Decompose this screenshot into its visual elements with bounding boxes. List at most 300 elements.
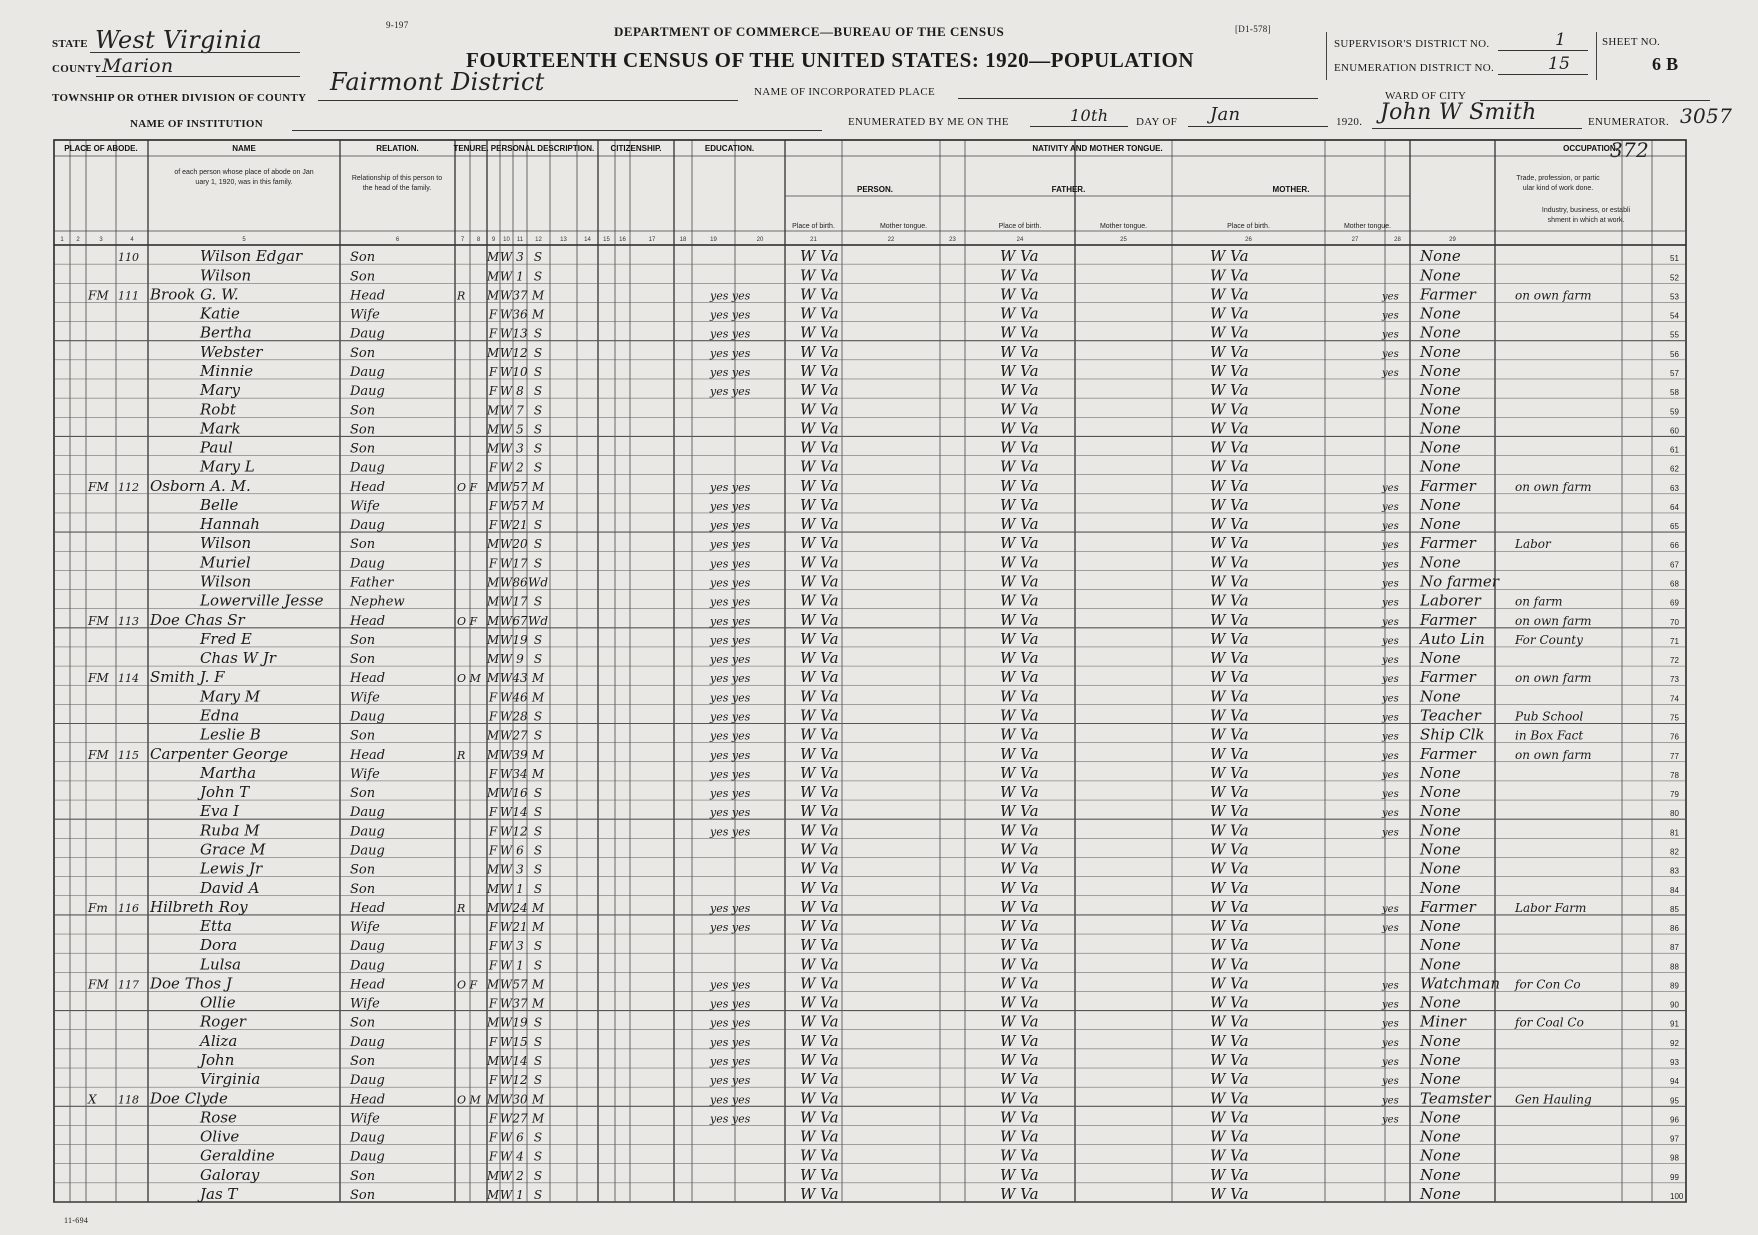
age-cell: 30	[512, 1092, 528, 1107]
age-cell: 12	[512, 345, 528, 360]
race-cell: W	[499, 766, 513, 781]
group-heading: TENURE.	[453, 144, 489, 153]
name-cell: Ruba M	[200, 821, 260, 840]
father-birthplace-cell: W Va	[1000, 361, 1039, 380]
occupation-cell: Farmer	[1420, 897, 1476, 916]
marital-status-cell: M	[531, 479, 545, 494]
sex-cell: M	[486, 613, 500, 628]
race-cell: W	[499, 575, 513, 590]
age-cell: 7	[516, 403, 524, 418]
line-number: 99	[1670, 1172, 1679, 1182]
relation-cell: Daug	[350, 1073, 385, 1089]
name-description: of each person whose place of abode on Jan	[174, 169, 314, 176]
race-cell: W	[499, 384, 513, 399]
age-cell: 24	[512, 900, 528, 915]
name-cell: Webster	[200, 342, 263, 361]
sex-cell: F	[488, 996, 498, 1011]
mother-birthplace-cell: W Va	[1210, 438, 1249, 457]
line-number: 85	[1670, 904, 1679, 914]
column-number: 7	[460, 237, 465, 243]
birthplace-cell: W Va	[800, 649, 839, 668]
english-cell: yes	[1382, 559, 1399, 571]
birthplace-cell: W Va	[800, 247, 839, 266]
corner-number: 3057	[1680, 104, 1733, 128]
column-number: 2	[76, 237, 80, 243]
sex-cell: F	[488, 384, 498, 399]
nativity-subheading: MOTHER.	[1272, 185, 1310, 194]
relation-cell: Son	[350, 345, 376, 361]
occupation-cell: None	[1420, 381, 1461, 400]
marital-status-cell: S	[533, 518, 543, 533]
age-cell: 6	[516, 1130, 524, 1145]
father-birthplace-cell: W Va	[1000, 304, 1039, 323]
name-cell: Edna	[200, 706, 240, 725]
mother-birthplace-cell: W Va	[1210, 1108, 1249, 1127]
age-cell: 5	[516, 422, 524, 437]
english-cell: yes	[1382, 980, 1399, 992]
age-cell: 21	[512, 920, 528, 935]
marital-status-cell: S	[533, 843, 543, 858]
age-cell: 8	[516, 384, 524, 399]
line-number: 86	[1670, 924, 1679, 934]
industry-heading: Industry, business, or establi	[1541, 207, 1631, 214]
race-cell: W	[499, 939, 513, 954]
mother-birthplace-cell: W Va	[1210, 1031, 1249, 1050]
sex-cell: F	[488, 958, 498, 973]
literacy-cell: yes yes	[710, 825, 751, 839]
marital-status-cell: S	[533, 1015, 543, 1030]
sex-cell: F	[488, 307, 498, 322]
name-cell: John T	[200, 783, 250, 802]
line-number: 82	[1670, 847, 1679, 857]
literacy-cell: yes yes	[710, 595, 751, 609]
literacy-cell: yes yes	[710, 729, 751, 743]
literacy-cell: yes yes	[710, 806, 751, 820]
age-cell: 1	[516, 881, 524, 896]
literacy-cell: yes yes	[710, 691, 751, 705]
line-number: 80	[1670, 809, 1679, 819]
mother-birthplace-cell: W Va	[1210, 247, 1249, 266]
name-cell: Fred E	[200, 629, 252, 648]
birthplace-cell: W Va	[800, 534, 839, 553]
mother-birthplace-cell: W Va	[1210, 342, 1249, 361]
relation-cell: Daug	[350, 460, 385, 476]
age-cell: 27	[512, 1111, 528, 1126]
relation-cell: Son	[350, 269, 376, 285]
relation-cell: Daug	[350, 824, 385, 840]
relation-cell: Son	[350, 862, 376, 878]
name-cell: Dora	[200, 936, 238, 955]
marital-status-cell: S	[533, 786, 543, 801]
relation-cell: Head	[350, 747, 386, 763]
relation-description: Relationship of this person to	[351, 175, 443, 182]
father-birthplace-cell: W Va	[1000, 381, 1039, 400]
birthplace-cell: W Va	[800, 572, 839, 591]
literacy-cell: yes yes	[710, 538, 751, 552]
mother-birthplace-cell: W Va	[1210, 802, 1249, 821]
sex-cell: F	[488, 518, 498, 533]
father-birthplace-cell: W Va	[1000, 438, 1039, 457]
footer-code: 11-694	[64, 1216, 89, 1225]
mother-birthplace-cell: W Va	[1210, 400, 1249, 419]
sex-cell: M	[486, 422, 500, 437]
race-cell: W	[499, 996, 513, 1011]
relation-cell: Son	[350, 728, 376, 744]
mother-birthplace-cell: W Va	[1210, 285, 1249, 304]
group-heading: NAME	[232, 144, 256, 153]
birthplace-cell: W Va	[800, 840, 839, 859]
mother-birthplace-cell: W Va	[1210, 361, 1249, 380]
line-number: 68	[1670, 579, 1679, 589]
birthplace-cell: W Va	[800, 304, 839, 323]
relation-cell: Son	[350, 632, 376, 648]
literacy-cell: yes yes	[710, 787, 751, 801]
race-cell: W	[499, 1073, 513, 1088]
race-cell: W	[499, 747, 513, 762]
mother-birthplace-cell: W Va	[1210, 572, 1249, 591]
relation-cell: Son	[350, 537, 376, 553]
sex-cell: F	[488, 805, 498, 820]
sex-cell: M	[486, 575, 500, 590]
name-cell: Doe Clyde	[150, 1089, 228, 1108]
father-birthplace-cell: W Va	[1000, 1012, 1039, 1031]
name-cell: Mary M	[200, 687, 261, 706]
occupation-cell: None	[1420, 1070, 1461, 1089]
occupation-cell: None	[1420, 763, 1461, 782]
marital-status-cell: S	[533, 958, 543, 973]
english-cell: yes	[1382, 348, 1399, 360]
occupation-cell: None	[1420, 323, 1461, 342]
occupation-cell: None	[1420, 802, 1461, 821]
birthplace-cell: W Va	[800, 917, 839, 936]
sex-cell: M	[486, 1015, 500, 1030]
industry-cell: Labor Farm	[1515, 900, 1587, 915]
literacy-cell: yes yes	[710, 480, 751, 494]
name-cell: Doe Thos J	[150, 974, 232, 993]
age-cell: 27	[512, 728, 528, 743]
place-of-birth-heading: Place of birth.	[998, 223, 1042, 230]
birthplace-cell: W Va	[800, 457, 839, 476]
marital-status-cell: M	[531, 498, 545, 513]
supervisor-district-value: 1	[1555, 30, 1567, 50]
mother-birthplace-cell: W Va	[1210, 629, 1249, 648]
group-heading: PLACE OF ABODE.	[64, 144, 138, 153]
occupation-cell: None	[1420, 266, 1461, 285]
name-cell: Etta	[200, 917, 232, 936]
literacy-cell: yes yes	[710, 519, 751, 533]
age-cell: 9	[516, 652, 524, 667]
name-cell: Virginia	[200, 1070, 261, 1089]
birthplace-cell: W Va	[800, 1012, 839, 1031]
name-cell: John	[200, 1051, 235, 1070]
marital-status-cell: S	[533, 1073, 543, 1088]
occupation-cell: Farmer	[1420, 744, 1476, 763]
supervisor-district-label: SUPERVISOR'S DISTRICT NO.	[1334, 38, 1490, 50]
name-cell: Aliza	[200, 1031, 238, 1050]
race-cell: W	[499, 422, 513, 437]
father-birthplace-cell: W Va	[1000, 955, 1039, 974]
sex-cell: F	[488, 920, 498, 935]
relation-cell: Daug	[350, 1130, 385, 1146]
relation-cell: Wife	[350, 307, 380, 323]
mother-birthplace-cell: W Va	[1210, 974, 1249, 993]
name-cell: David A	[200, 878, 260, 897]
age-cell: 43	[512, 671, 528, 686]
marital-status-cell: S	[533, 326, 543, 341]
race-cell: W	[499, 1188, 513, 1202]
occupation-cell: Farmer	[1420, 610, 1476, 629]
father-birthplace-cell: W Va	[1000, 993, 1039, 1012]
line-number: 65	[1670, 522, 1679, 532]
column-number: 21	[810, 237, 817, 243]
birthplace-cell: W Va	[800, 323, 839, 342]
name-cell: Chas W Jr	[200, 649, 276, 668]
age-cell: 36	[512, 307, 528, 322]
father-birthplace-cell: W Va	[1000, 1031, 1039, 1050]
line-number: 91	[1670, 1019, 1679, 1029]
mother-birthplace-cell: W Va	[1210, 1185, 1249, 1203]
birthplace-cell: W Va	[800, 266, 839, 285]
name-cell: Lewis Jr	[200, 859, 263, 878]
relation-cell: Son	[350, 441, 376, 457]
birthplace-cell: W Va	[800, 1089, 839, 1108]
father-birthplace-cell: W Va	[1000, 878, 1039, 897]
industry-cell: on own farm	[1515, 671, 1592, 686]
enumerated-label: ENUMERATED BY ME ON THE	[848, 116, 1009, 128]
birthplace-cell: W Va	[800, 802, 839, 821]
column-number: 16	[619, 237, 626, 243]
line-number: 63	[1670, 483, 1679, 493]
occupation-cell: None	[1420, 457, 1461, 476]
race-cell: W	[499, 250, 513, 265]
english-cell: yes	[1382, 597, 1399, 609]
sex-cell: M	[486, 786, 500, 801]
relation-cell: Son	[350, 1188, 376, 1203]
age-cell: 57	[512, 479, 528, 494]
name-cell: Roger	[200, 1012, 246, 1031]
english-cell: yes	[1382, 291, 1399, 303]
sex-cell: M	[486, 288, 500, 303]
name-description: uary 1, 1920, was in this family.	[195, 179, 293, 186]
relation-cell: Son	[350, 1168, 376, 1184]
literacy-cell: yes yes	[710, 327, 751, 341]
occupation-cell: None	[1420, 1146, 1461, 1165]
name-cell: Lowerville Jesse	[200, 591, 324, 610]
name-cell: Belle	[200, 495, 239, 514]
literacy-cell: yes yes	[710, 346, 751, 360]
marital-status-cell: S	[533, 1130, 543, 1145]
group-heading: EDUCATION.	[704, 144, 755, 153]
sex-cell: F	[488, 556, 498, 571]
mother-birthplace-cell: W Va	[1210, 610, 1249, 629]
relation-cell: Daug	[350, 556, 385, 572]
line-number: 59	[1670, 407, 1679, 417]
line-number: 87	[1670, 943, 1679, 953]
race-cell: W	[499, 1092, 513, 1107]
race-cell: W	[499, 709, 513, 724]
father-birthplace-cell: W Va	[1000, 553, 1039, 572]
father-birthplace-cell: W Va	[1000, 476, 1039, 495]
relation-cell: Daug	[350, 364, 385, 380]
place-of-birth-heading: Place of birth.	[792, 223, 835, 230]
age-cell: 17	[512, 556, 528, 571]
relation-cell: Father	[350, 575, 394, 591]
marital-status-cell: M	[531, 1111, 545, 1126]
department-heading: DEPARTMENT OF COMMERCE—BUREAU OF THE CENSUS	[614, 24, 1005, 39]
occupation-cell: None	[1420, 438, 1461, 457]
column-number: 4	[130, 237, 134, 243]
industry-cell: on own farm	[1515, 747, 1592, 762]
sex-cell: M	[486, 250, 500, 265]
sex-cell: F	[488, 843, 498, 858]
mother-birthplace-cell: W Va	[1210, 266, 1249, 285]
father-birthplace-cell: W Va	[1000, 1089, 1039, 1108]
race-cell: W	[499, 556, 513, 571]
group-heading: OCCUPATION.	[1563, 144, 1618, 153]
marital-status-cell: S	[533, 556, 543, 571]
mother-tongue-heading: Mother tongue.	[1099, 223, 1148, 230]
age-cell: 3	[516, 862, 524, 877]
marital-status-cell: S	[533, 728, 543, 743]
state-value: West Virginia	[95, 26, 262, 54]
occupation-stamp: 372	[1610, 138, 1650, 162]
mother-birthplace-cell: W Va	[1210, 840, 1249, 859]
race-cell: W	[499, 958, 513, 973]
column-number: 13	[560, 237, 567, 243]
birthplace-cell: W Va	[800, 936, 839, 955]
sex-cell: M	[486, 1054, 500, 1069]
line-number: 54	[1670, 311, 1679, 321]
occupation-cell: None	[1420, 304, 1461, 323]
name-cell: Doe Chas Sr	[150, 610, 245, 629]
marital-status-cell: M	[531, 747, 545, 762]
english-cell: yes	[1382, 310, 1399, 322]
race-cell: W	[499, 537, 513, 552]
mother-birthplace-cell: W Va	[1210, 917, 1249, 936]
english-cell: yes	[1382, 769, 1399, 781]
sex-cell: F	[488, 709, 498, 724]
sex-cell: M	[486, 269, 500, 284]
relation-cell: Son	[350, 422, 376, 438]
race-cell: W	[499, 288, 513, 303]
line-number: 98	[1670, 1153, 1679, 1163]
mother-birthplace-cell: W Va	[1210, 591, 1249, 610]
mother-birthplace-cell: W Va	[1210, 878, 1249, 897]
name-cell: Wilson Edgar	[200, 247, 303, 266]
mother-birthplace-cell: W Va	[1210, 1070, 1249, 1089]
marital-status-cell: M	[531, 307, 545, 322]
enumeration-district-label: ENUMERATION DISTRICT NO.	[1334, 62, 1495, 74]
name-cell: Rose	[200, 1108, 237, 1127]
birthplace-cell: W Va	[800, 1070, 839, 1089]
sex-cell: M	[486, 652, 500, 667]
race-cell: W	[499, 403, 513, 418]
father-birthplace-cell: W Va	[1000, 706, 1039, 725]
father-birthplace-cell: W Va	[1000, 572, 1039, 591]
mother-birthplace-cell: W Va	[1210, 419, 1249, 438]
nativity-subheading: FATHER.	[1051, 185, 1086, 194]
father-birthplace-cell: W Va	[1000, 668, 1039, 687]
occupation-cell: Watchman	[1420, 974, 1500, 993]
father-birthplace-cell: W Va	[1000, 1165, 1039, 1184]
father-birthplace-cell: W Va	[1000, 936, 1039, 955]
race-cell: W	[499, 307, 513, 322]
line-number: 51	[1670, 254, 1679, 264]
line-number: 79	[1670, 790, 1679, 800]
industry-cell: on own farm	[1515, 479, 1592, 494]
literacy-cell: yes yes	[710, 921, 751, 935]
marital-status-cell: S	[533, 881, 543, 896]
occupation-cell: Farmer	[1420, 285, 1476, 304]
line-number: 95	[1670, 1096, 1679, 1106]
birthplace-cell: W Va	[800, 1051, 839, 1070]
birthplace-cell: W Va	[800, 591, 839, 610]
mother-birthplace-cell: W Va	[1210, 821, 1249, 840]
relation-cell: Daug	[350, 843, 385, 859]
occupation-cell: None	[1420, 821, 1461, 840]
name-cell: Carpenter George	[150, 744, 289, 763]
industry-cell: on own farm	[1515, 613, 1592, 628]
race-cell: W	[499, 843, 513, 858]
relation-cell: Daug	[350, 709, 385, 725]
family-number-cell: 115	[118, 748, 139, 762]
relation-description: the head of the family.	[362, 185, 432, 192]
column-number: 27	[1351, 237, 1359, 243]
birthplace-cell: W Va	[800, 1185, 839, 1203]
literacy-cell: yes yes	[710, 997, 751, 1011]
name-cell: Bertha	[200, 323, 252, 342]
race-cell: W	[499, 1168, 513, 1183]
sex-cell: M	[486, 1168, 500, 1183]
line-number: 90	[1670, 1000, 1679, 1010]
father-birthplace-cell: W Va	[1000, 974, 1039, 993]
relation-cell: Son	[350, 652, 376, 668]
column-number: 9	[491, 237, 496, 243]
line-number: 62	[1670, 464, 1679, 474]
father-birthplace-cell: W Va	[1000, 1070, 1039, 1089]
occupation-cell: None	[1420, 1108, 1461, 1127]
line-number: 60	[1670, 426, 1679, 436]
father-birthplace-cell: W Va	[1000, 763, 1039, 782]
mother-birthplace-cell: W Va	[1210, 1165, 1249, 1184]
mother-birthplace-cell: W Va	[1210, 1089, 1249, 1108]
birthplace-cell: W Va	[800, 629, 839, 648]
race-cell: W	[499, 1015, 513, 1030]
mother-birthplace-cell: W Va	[1210, 304, 1249, 323]
column-number: 12	[535, 237, 542, 243]
industry-heading: shment in which at work.	[1547, 217, 1625, 224]
race-cell: W	[499, 613, 513, 628]
english-cell: yes	[1382, 1095, 1399, 1107]
dwelling-cell: FM	[88, 479, 109, 494]
literacy-cell: yes yes	[710, 557, 751, 571]
sex-cell: M	[486, 537, 500, 552]
sex-cell: F	[488, 690, 498, 705]
age-cell: 14	[512, 1054, 528, 1069]
relation-cell: Wife	[350, 996, 380, 1012]
father-birthplace-cell: W Va	[1000, 840, 1039, 859]
group-heading: CITIZENSHIP.	[610, 144, 662, 153]
line-number: 78	[1670, 770, 1679, 780]
line-number: 69	[1670, 598, 1679, 608]
age-cell: 6	[516, 843, 524, 858]
age-cell: 34	[512, 766, 528, 781]
age-cell: 57	[512, 498, 528, 513]
english-cell: yes	[1382, 635, 1399, 647]
occupation-cell: None	[1420, 917, 1461, 936]
relation-cell: Son	[350, 1054, 376, 1070]
mother-birthplace-cell: W Va	[1210, 381, 1249, 400]
